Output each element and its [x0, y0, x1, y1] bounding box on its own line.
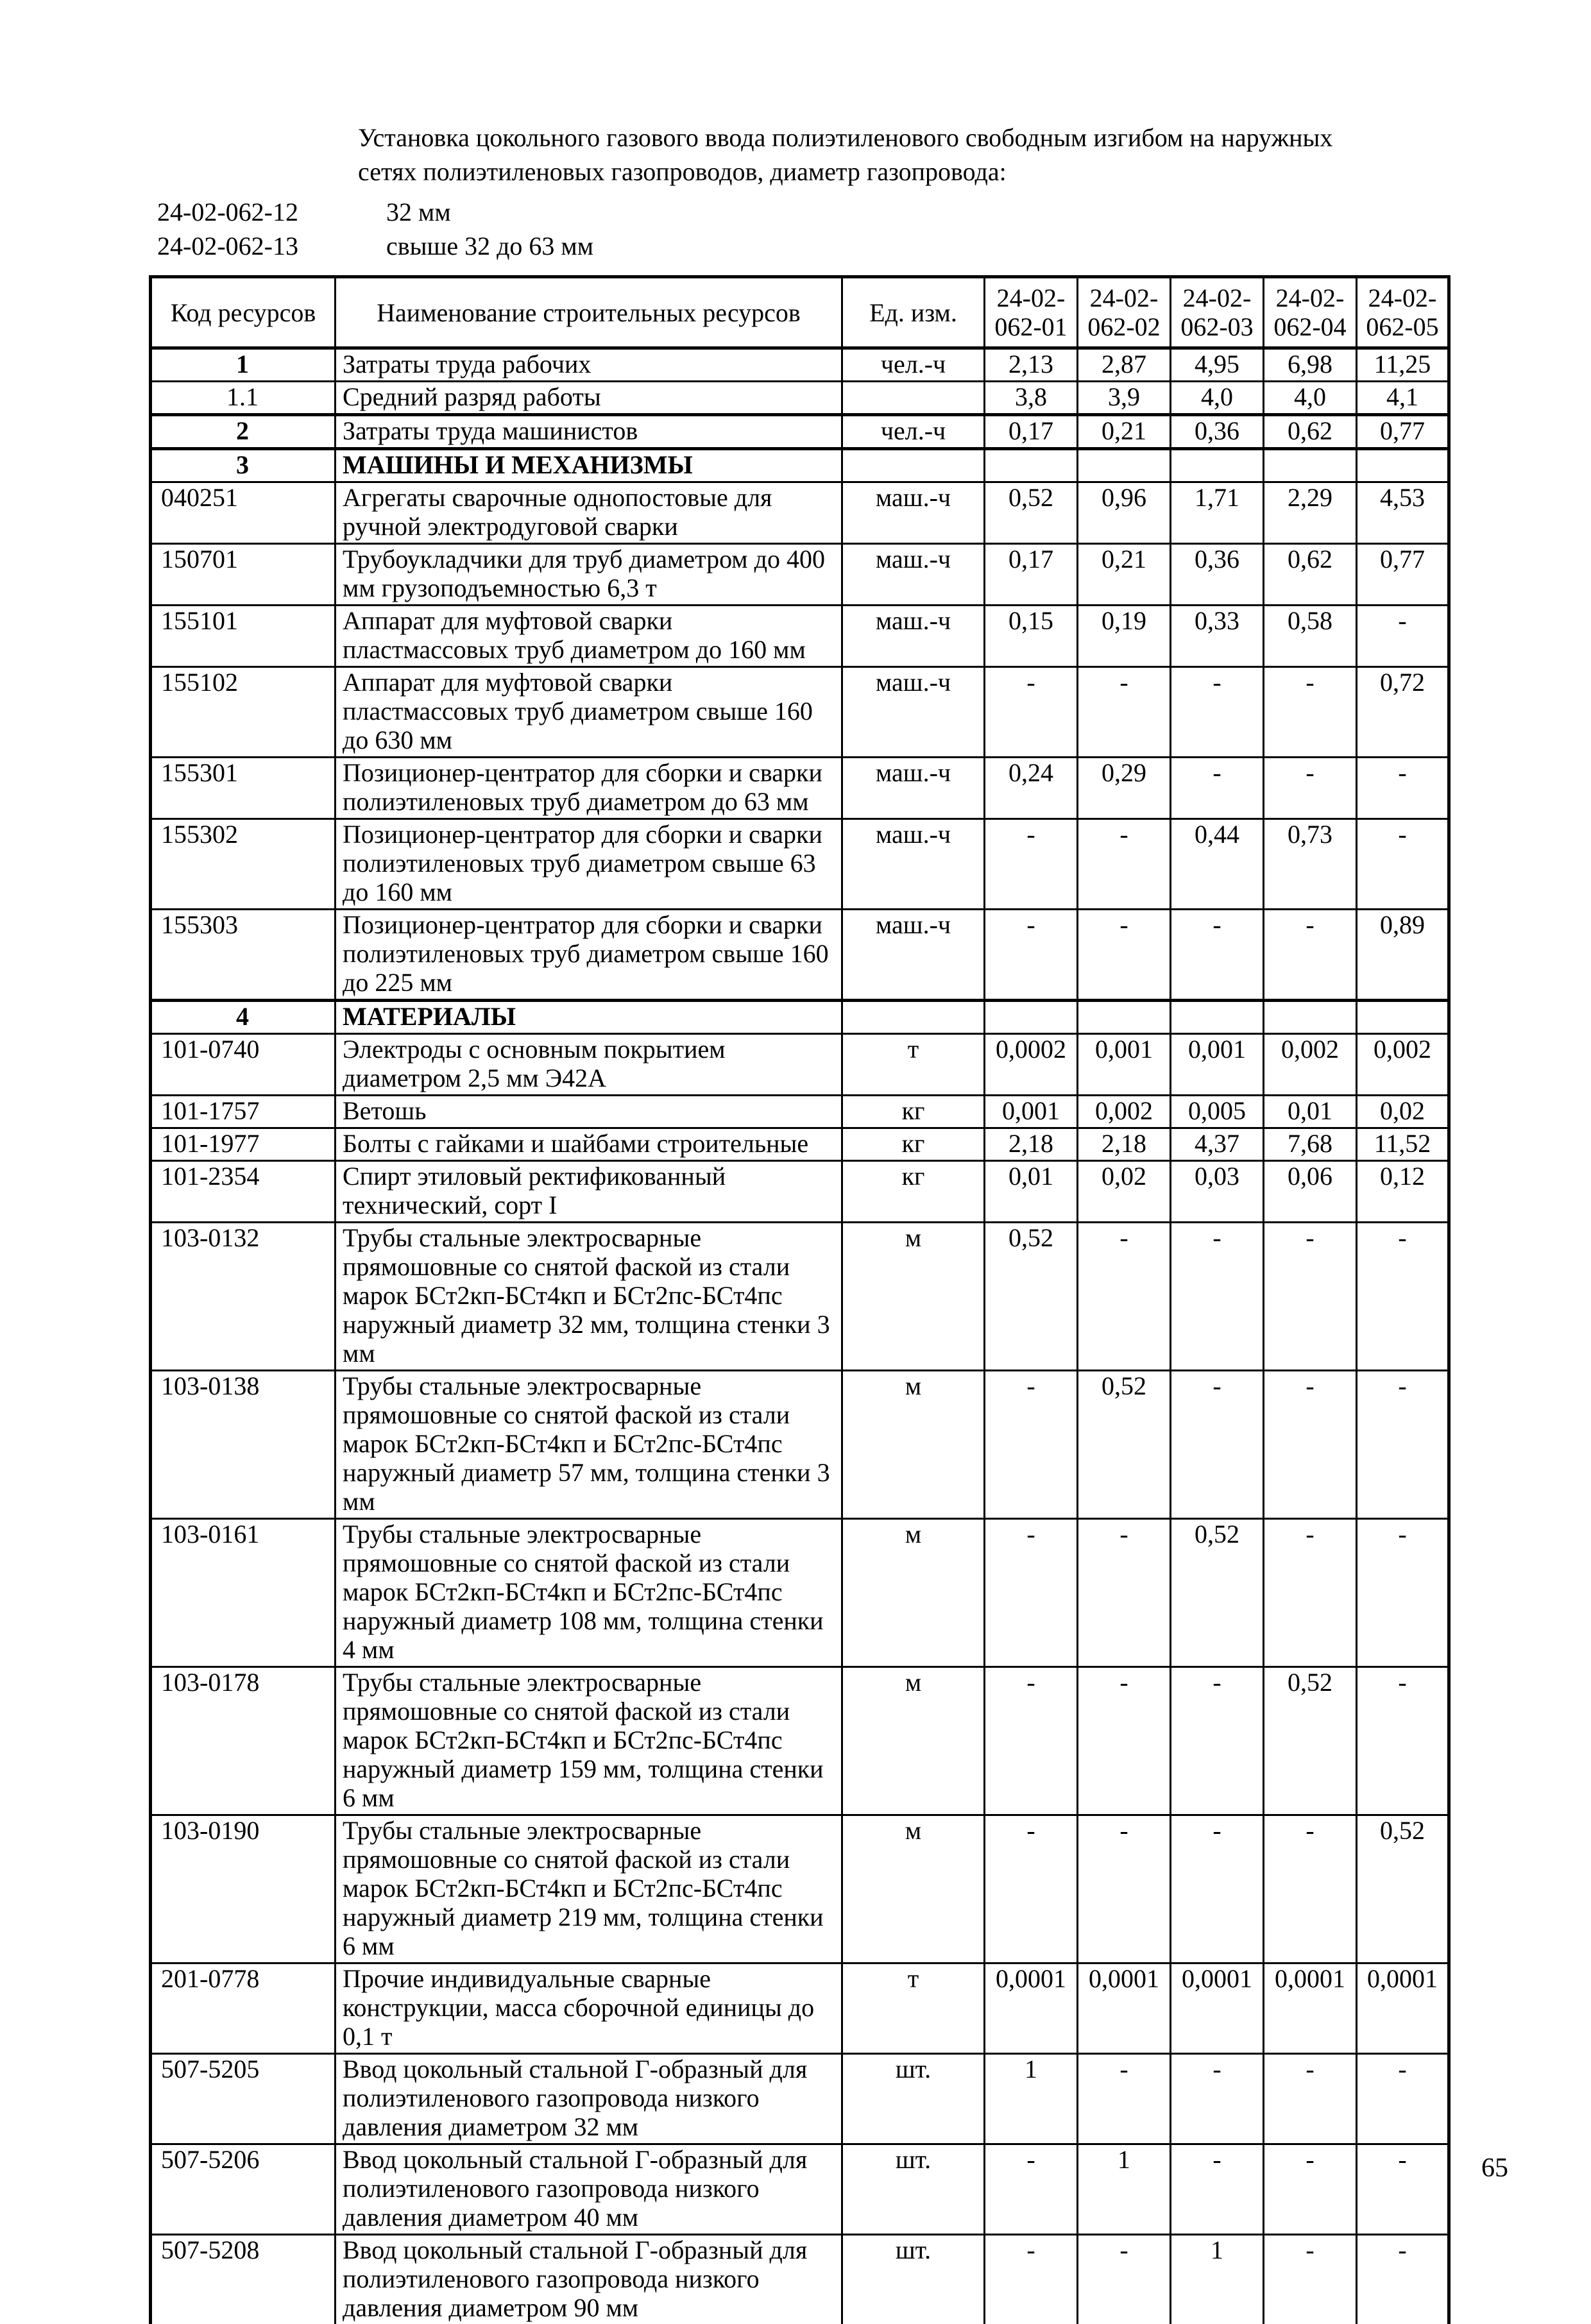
table-row — [151, 819, 1449, 910]
row-code-cell: 3 — [151, 449, 336, 482]
table-row — [151, 1371, 1449, 1519]
row-code-cell: 155301 — [151, 758, 336, 819]
row-value-cell: 0,52 — [985, 482, 1078, 544]
row-unit-cell: м — [842, 1519, 985, 1667]
header-estimate: 24-02-062-05 — [1357, 277, 1449, 348]
row-value-cell: 0,002 — [1078, 1096, 1171, 1128]
row-value-cell — [1171, 449, 1264, 482]
row-unit-cell: чел.-ч — [842, 348, 985, 382]
row-unit-cell: кг — [842, 1128, 985, 1161]
row-unit-cell: маш.-ч — [842, 910, 985, 1001]
row-value-cell: 0,0001 — [985, 1964, 1078, 2054]
variant-row — [157, 195, 1376, 229]
intro — [157, 121, 1376, 263]
row-value-cell: 0,58 — [1264, 606, 1357, 667]
header-code: Код ресурсов — [151, 277, 336, 348]
row-name-cell: Трубы стальные электросварные прямошовные со снятой фаской из стали марок БСт2кп-БСт4кп и БСт2пс-БСт4пс наружный диаметр 219 мм, толщина стенки 6 мм — [336, 1815, 842, 1964]
row-value-cell: 1 — [985, 2054, 1078, 2144]
row-value-cell: - — [985, 2235, 1078, 2324]
row-value-cell: - — [1171, 1815, 1264, 1964]
row-name-cell: Позиционер-центратор для сборки и сварки полиэтиленовых труб диаметром свыше 160 до 225 мм — [336, 910, 842, 1001]
row-value-cell: 0,52 — [1264, 1667, 1357, 1815]
row-unit-cell: маш.-ч — [842, 482, 985, 544]
row-code-cell: 101-1757 — [151, 1096, 336, 1128]
header-unit: Ед. изм. — [842, 277, 985, 348]
row-name-cell: Агрегаты сварочные однопостовые для ручной электродуговой сварки — [336, 482, 842, 544]
row-value-cell — [1264, 1001, 1357, 1034]
row-value-cell: 0,21 — [1078, 415, 1171, 449]
row-unit-cell: шт. — [842, 2054, 985, 2144]
row-code-cell: 101-1977 — [151, 1128, 336, 1161]
row-unit-cell: маш.-ч — [842, 544, 985, 606]
row-value-cell: 0,02 — [1078, 1161, 1171, 1223]
row-value-cell: 0,0002 — [985, 1034, 1078, 1096]
row-code-cell: 150701 — [151, 544, 336, 606]
row-value-cell: - — [1078, 2054, 1171, 2144]
row-value-cell: 0,36 — [1171, 415, 1264, 449]
row-name-cell: Трубы стальные электросварные прямошовные со снятой фаской из стали марок БСт2кп-БСт4кп и БСт2пс-БСт4пс наружный диаметр 159 мм, толщина стенки 6 мм — [336, 1667, 842, 1815]
row-name-cell: Трубы стальные электросварные прямошовные со снятой фаской из стали марок БСт2кп-БСт4кп и БСт2пс-БСт4пс наружный диаметр 32 мм, толщина стенки 3 мм — [336, 1223, 842, 1371]
row-unit-cell: т — [842, 1964, 985, 2054]
row-value-cell: - — [985, 667, 1078, 758]
row-value-cell: 2,18 — [1078, 1128, 1171, 1161]
row-value-cell: - — [1357, 819, 1449, 910]
row-value-cell: - — [985, 1815, 1078, 1964]
row-value-cell: 4,37 — [1171, 1128, 1264, 1161]
row-value-cell: 2,18 — [985, 1128, 1078, 1161]
row-code-cell: 1.1 — [151, 382, 336, 415]
row-value-cell: 4,1 — [1357, 382, 1449, 415]
table-row — [151, 482, 1449, 544]
row-code-cell: 507-5206 — [151, 2144, 336, 2235]
row-value-cell: - — [985, 910, 1078, 1001]
row-value-cell: - — [1171, 1223, 1264, 1371]
row-value-cell: 0,0001 — [1264, 1964, 1357, 2054]
variant-row — [157, 229, 1376, 263]
row-value-cell: 4,53 — [1357, 482, 1449, 544]
row-value-cell: - — [1357, 1223, 1449, 1371]
row-code-cell: 103-0132 — [151, 1223, 336, 1371]
row-value-cell — [1357, 449, 1449, 482]
table-row — [151, 1667, 1449, 1815]
row-unit-cell: м — [842, 1667, 985, 1815]
row-unit-cell: шт. — [842, 2144, 985, 2235]
table-row — [151, 1815, 1449, 1964]
row-code-cell: 101-2354 — [151, 1161, 336, 1223]
row-value-cell: - — [1357, 1667, 1449, 1815]
row-value-cell: - — [1078, 1223, 1171, 1371]
table-row — [151, 544, 1449, 606]
row-value-cell: 1,71 — [1171, 482, 1264, 544]
row-unit-cell: маш.-ч — [842, 819, 985, 910]
row-unit-cell — [842, 382, 985, 415]
row-name-cell: МАТЕРИАЛЫ — [336, 1001, 842, 1034]
norm-title: Установка цокольного газового ввода полиэтиленового свободным изгибом на наружных сетях полиэтиленовых газопроводов, диаметр газопровода: — [358, 121, 1384, 189]
row-value-cell: - — [985, 1371, 1078, 1519]
row-value-cell: 0,12 — [1357, 1161, 1449, 1223]
row-value-cell: - — [1357, 2054, 1449, 2144]
row-value-cell: 2,13 — [985, 348, 1078, 382]
row-value-cell: 4,0 — [1171, 382, 1264, 415]
row-unit-cell: маш.-ч — [842, 667, 985, 758]
row-value-cell: 0,73 — [1264, 819, 1357, 910]
table-row — [151, 1034, 1449, 1096]
row-value-cell: - — [1078, 910, 1171, 1001]
row-value-cell: 1 — [1171, 2235, 1264, 2324]
row-value-cell — [1078, 1001, 1171, 1034]
row-code-cell: 155101 — [151, 606, 336, 667]
row-value-cell: - — [1171, 758, 1264, 819]
table-row — [151, 910, 1449, 1001]
row-value-cell: - — [1264, 1815, 1357, 1964]
table-row — [151, 348, 1449, 382]
resource-table-head — [151, 277, 1449, 348]
row-value-cell: - — [1171, 910, 1264, 1001]
row-unit-cell: м — [842, 1815, 985, 1964]
row-value-cell: - — [1078, 1519, 1171, 1667]
row-code-cell: 103-0138 — [151, 1371, 336, 1519]
header-name: Наименование строительных ресурсов — [336, 277, 842, 348]
row-value-cell: 0,02 — [1357, 1096, 1449, 1128]
row-value-cell: 0,29 — [1078, 758, 1171, 819]
row-value-cell: - — [1264, 2235, 1357, 2324]
resource-table — [149, 275, 1451, 2324]
row-value-cell: - — [1078, 819, 1171, 910]
row-value-cell: 0,01 — [985, 1161, 1078, 1223]
row-code-cell: 1 — [151, 348, 336, 382]
row-value-cell: 6,98 — [1264, 348, 1357, 382]
row-value-cell: - — [1264, 2054, 1357, 2144]
row-value-cell: - — [1264, 667, 1357, 758]
row-unit-cell — [842, 449, 985, 482]
row-name-cell: МАШИНЫ И МЕХАНИЗМЫ — [336, 449, 842, 482]
row-value-cell: - — [1357, 2144, 1449, 2235]
row-value-cell: 0,44 — [1171, 819, 1264, 910]
row-code-cell: 103-0190 — [151, 1815, 336, 1964]
row-value-cell: - — [1078, 2235, 1171, 2324]
row-value-cell: 0,52 — [1078, 1371, 1171, 1519]
row-value-cell: 11,25 — [1357, 348, 1449, 382]
row-value-cell: 0,24 — [985, 758, 1078, 819]
table-row — [151, 1161, 1449, 1223]
row-value-cell: - — [1078, 667, 1171, 758]
row-value-cell: - — [1171, 2144, 1264, 2235]
row-name-cell: Затраты труда рабочих — [336, 348, 842, 382]
page-number: 65 — [1456, 2153, 1533, 2184]
row-value-cell: - — [1078, 1815, 1171, 1964]
row-value-cell: 0,001 — [1171, 1034, 1264, 1096]
row-value-cell — [985, 449, 1078, 482]
table-row — [151, 415, 1449, 449]
row-value-cell: - — [1357, 2235, 1449, 2324]
header-estimate: 24-02-062-04 — [1264, 277, 1357, 348]
row-value-cell: 0,002 — [1357, 1034, 1449, 1096]
row-value-cell: 0,33 — [1171, 606, 1264, 667]
row-value-cell: 0,005 — [1171, 1096, 1264, 1128]
row-name-cell: Трубы стальные электросварные прямошовные со снятой фаской из стали марок БСт2кп-БСт4кп и БСт2пс-БСт4пс наружный диаметр 108 мм, толщина стенки 4 мм — [336, 1519, 842, 1667]
row-value-cell: - — [1357, 758, 1449, 819]
row-unit-cell: м — [842, 1371, 985, 1519]
row-value-cell: - — [1171, 667, 1264, 758]
row-name-cell: Трубоукладчики для труб диаметром до 400 мм грузоподъемностью 6,3 т — [336, 544, 842, 606]
row-value-cell: - — [1171, 1371, 1264, 1519]
row-value-cell: 0,15 — [985, 606, 1078, 667]
table-row — [151, 2054, 1449, 2144]
row-value-cell: 0,17 — [985, 415, 1078, 449]
row-value-cell: - — [1264, 1223, 1357, 1371]
row-unit-cell: кг — [842, 1096, 985, 1128]
variant-size: 32 мм — [386, 195, 451, 229]
row-code-cell: 507-5205 — [151, 2054, 336, 2144]
row-value-cell — [1264, 449, 1357, 482]
resource-table-body — [151, 348, 1449, 2324]
row-name-cell: Аппарат для муфтовой сварки пластмассовых труб диаметром свыше 160 до 630 мм — [336, 667, 842, 758]
variant-code: 24-02-062-13 — [157, 229, 386, 263]
row-value-cell: 0,36 — [1171, 544, 1264, 606]
row-value-cell — [985, 1001, 1078, 1034]
table-row — [151, 606, 1449, 667]
row-code-cell: 103-0178 — [151, 1667, 336, 1815]
header-estimate: 24-02-062-03 — [1171, 277, 1264, 348]
table-row — [151, 1223, 1449, 1371]
header-estimate: 24-02-062-01 — [985, 277, 1078, 348]
row-value-cell: - — [985, 1519, 1078, 1667]
row-value-cell: 0,52 — [1171, 1519, 1264, 1667]
row-value-cell: - — [1264, 2144, 1357, 2235]
row-code-cell: 103-0161 — [151, 1519, 336, 1667]
table-row — [151, 667, 1449, 758]
row-code-cell: 101-0740 — [151, 1034, 336, 1096]
variant-size: свыше 32 до 63 мм — [386, 229, 593, 263]
row-value-cell — [1357, 1001, 1449, 1034]
row-name-cell: Позиционер-центратор для сборки и сварки полиэтиленовых труб диаметром свыше 63 до 160 мм — [336, 819, 842, 910]
table-row — [151, 2235, 1449, 2324]
row-name-cell: Ввод цокольный стальной Г-образный для полиэтиленового газопровода низкого давления диаметром 40 мм — [336, 2144, 842, 2235]
row-value-cell: 0,77 — [1357, 544, 1449, 606]
row-value-cell: 0,01 — [1264, 1096, 1357, 1128]
row-value-cell: 0,52 — [1357, 1815, 1449, 1964]
row-value-cell: 3,8 — [985, 382, 1078, 415]
row-code-cell: 040251 — [151, 482, 336, 544]
row-value-cell: 0,62 — [1264, 415, 1357, 449]
row-value-cell: 11,52 — [1357, 1128, 1449, 1161]
row-name-cell: Прочие индивидуальные сварные конструкции, масса сборочной единицы до 0,1 т — [336, 1964, 842, 2054]
row-value-cell: 4,0 — [1264, 382, 1357, 415]
row-name-cell: Аппарат для муфтовой сварки пластмассовых труб диаметром до 160 мм — [336, 606, 842, 667]
row-value-cell: 1 — [1078, 2144, 1171, 2235]
row-value-cell: 0,03 — [1171, 1161, 1264, 1223]
row-name-cell: Средний разряд работы — [336, 382, 842, 415]
resource-table-wrap — [149, 275, 1451, 2324]
variant-code: 24-02-062-12 — [157, 195, 386, 229]
table-row — [151, 2144, 1449, 2235]
row-unit-cell: кг — [842, 1161, 985, 1223]
row-value-cell: 0,77 — [1357, 415, 1449, 449]
row-code-cell: 2 — [151, 415, 336, 449]
row-unit-cell: чел.-ч — [842, 415, 985, 449]
row-value-cell — [1078, 449, 1171, 482]
row-value-cell: 0,52 — [985, 1223, 1078, 1371]
row-unit-cell: шт. — [842, 2235, 985, 2324]
row-value-cell — [1171, 1001, 1264, 1034]
row-value-cell: 4,95 — [1171, 348, 1264, 382]
row-name-cell: Позиционер-центратор для сборки и сварки полиэтиленовых труб диаметром до 63 мм — [336, 758, 842, 819]
row-code-cell: 155303 — [151, 910, 336, 1001]
row-value-cell: 7,68 — [1264, 1128, 1357, 1161]
row-code-cell: 155302 — [151, 819, 336, 910]
row-value-cell: 0,0001 — [1171, 1964, 1264, 2054]
row-value-cell: 2,87 — [1078, 348, 1171, 382]
table-row — [151, 1519, 1449, 1667]
row-value-cell: 0,0001 — [1078, 1964, 1171, 2054]
table-row — [151, 449, 1449, 482]
table-row — [151, 1128, 1449, 1161]
row-value-cell: 0,06 — [1264, 1161, 1357, 1223]
row-code-cell: 155102 — [151, 667, 336, 758]
row-code-cell: 201-0778 — [151, 1964, 336, 2054]
row-value-cell: - — [985, 2144, 1078, 2235]
row-value-cell: 0,001 — [1078, 1034, 1171, 1096]
row-value-cell: - — [1078, 1667, 1171, 1815]
row-value-cell: 0,17 — [985, 544, 1078, 606]
row-name-cell: Ввод цокольный стальной Г-образный для полиэтиленового газопровода низкого давления диаметром 90 мм — [336, 2235, 842, 2324]
table-row — [151, 1096, 1449, 1128]
row-value-cell: 0,19 — [1078, 606, 1171, 667]
row-value-cell: 0,21 — [1078, 544, 1171, 606]
row-code-cell: 507-5208 — [151, 2235, 336, 2324]
row-name-cell: Ветошь — [336, 1096, 842, 1128]
row-value-cell: - — [985, 819, 1078, 910]
row-value-cell: - — [1264, 1519, 1357, 1667]
row-value-cell: - — [1171, 2054, 1264, 2144]
row-name-cell: Ввод цокольный стальной Г-образный для полиэтиленового газопровода низкого давления диаметром 32 мм — [336, 2054, 842, 2144]
row-name-cell: Спирт этиловый ректификованный технический, сорт I — [336, 1161, 842, 1223]
row-name-cell: Затраты труда машинистов — [336, 415, 842, 449]
row-name-cell: Болты с гайками и шайбами строительные — [336, 1128, 842, 1161]
row-unit-cell: т — [842, 1034, 985, 1096]
row-value-cell: 0,0001 — [1357, 1964, 1449, 2054]
row-value-cell: 0,96 — [1078, 482, 1171, 544]
row-unit-cell: м — [842, 1223, 985, 1371]
row-value-cell: - — [1264, 758, 1357, 819]
row-value-cell: 2,29 — [1264, 482, 1357, 544]
row-name-cell: Трубы стальные электросварные прямошовные со снятой фаской из стали марок БСт2кп-БСт4кп и БСт2пс-БСт4пс наружный диаметр 57 мм, толщина стенки 3 мм — [336, 1371, 842, 1519]
row-value-cell: - — [1357, 606, 1449, 667]
row-value-cell: 0,001 — [985, 1096, 1078, 1128]
table-header-row — [151, 277, 1449, 348]
row-value-cell: - — [1264, 910, 1357, 1001]
row-value-cell: 0,72 — [1357, 667, 1449, 758]
table-row — [151, 758, 1449, 819]
row-value-cell: 0,002 — [1264, 1034, 1357, 1096]
row-unit-cell — [842, 1001, 985, 1034]
row-value-cell: 3,9 — [1078, 382, 1171, 415]
table-row — [151, 382, 1449, 415]
row-value-cell: - — [1264, 1371, 1357, 1519]
row-value-cell: 0,89 — [1357, 910, 1449, 1001]
row-value-cell: - — [1357, 1371, 1449, 1519]
header-estimate: 24-02-062-02 — [1078, 277, 1171, 348]
norm-variants — [157, 195, 1376, 263]
table-row — [151, 1964, 1449, 2054]
row-name-cell: Электроды с основным покрытием диаметром 2,5 мм Э42А — [336, 1034, 842, 1096]
row-value-cell: 0,62 — [1264, 544, 1357, 606]
table-row — [151, 1001, 1449, 1034]
row-unit-cell: маш.-ч — [842, 758, 985, 819]
row-value-cell: - — [1171, 1667, 1264, 1815]
row-value-cell: - — [985, 1667, 1078, 1815]
row-unit-cell: маш.-ч — [842, 606, 985, 667]
row-code-cell: 4 — [151, 1001, 336, 1034]
row-value-cell: - — [1357, 1519, 1449, 1667]
